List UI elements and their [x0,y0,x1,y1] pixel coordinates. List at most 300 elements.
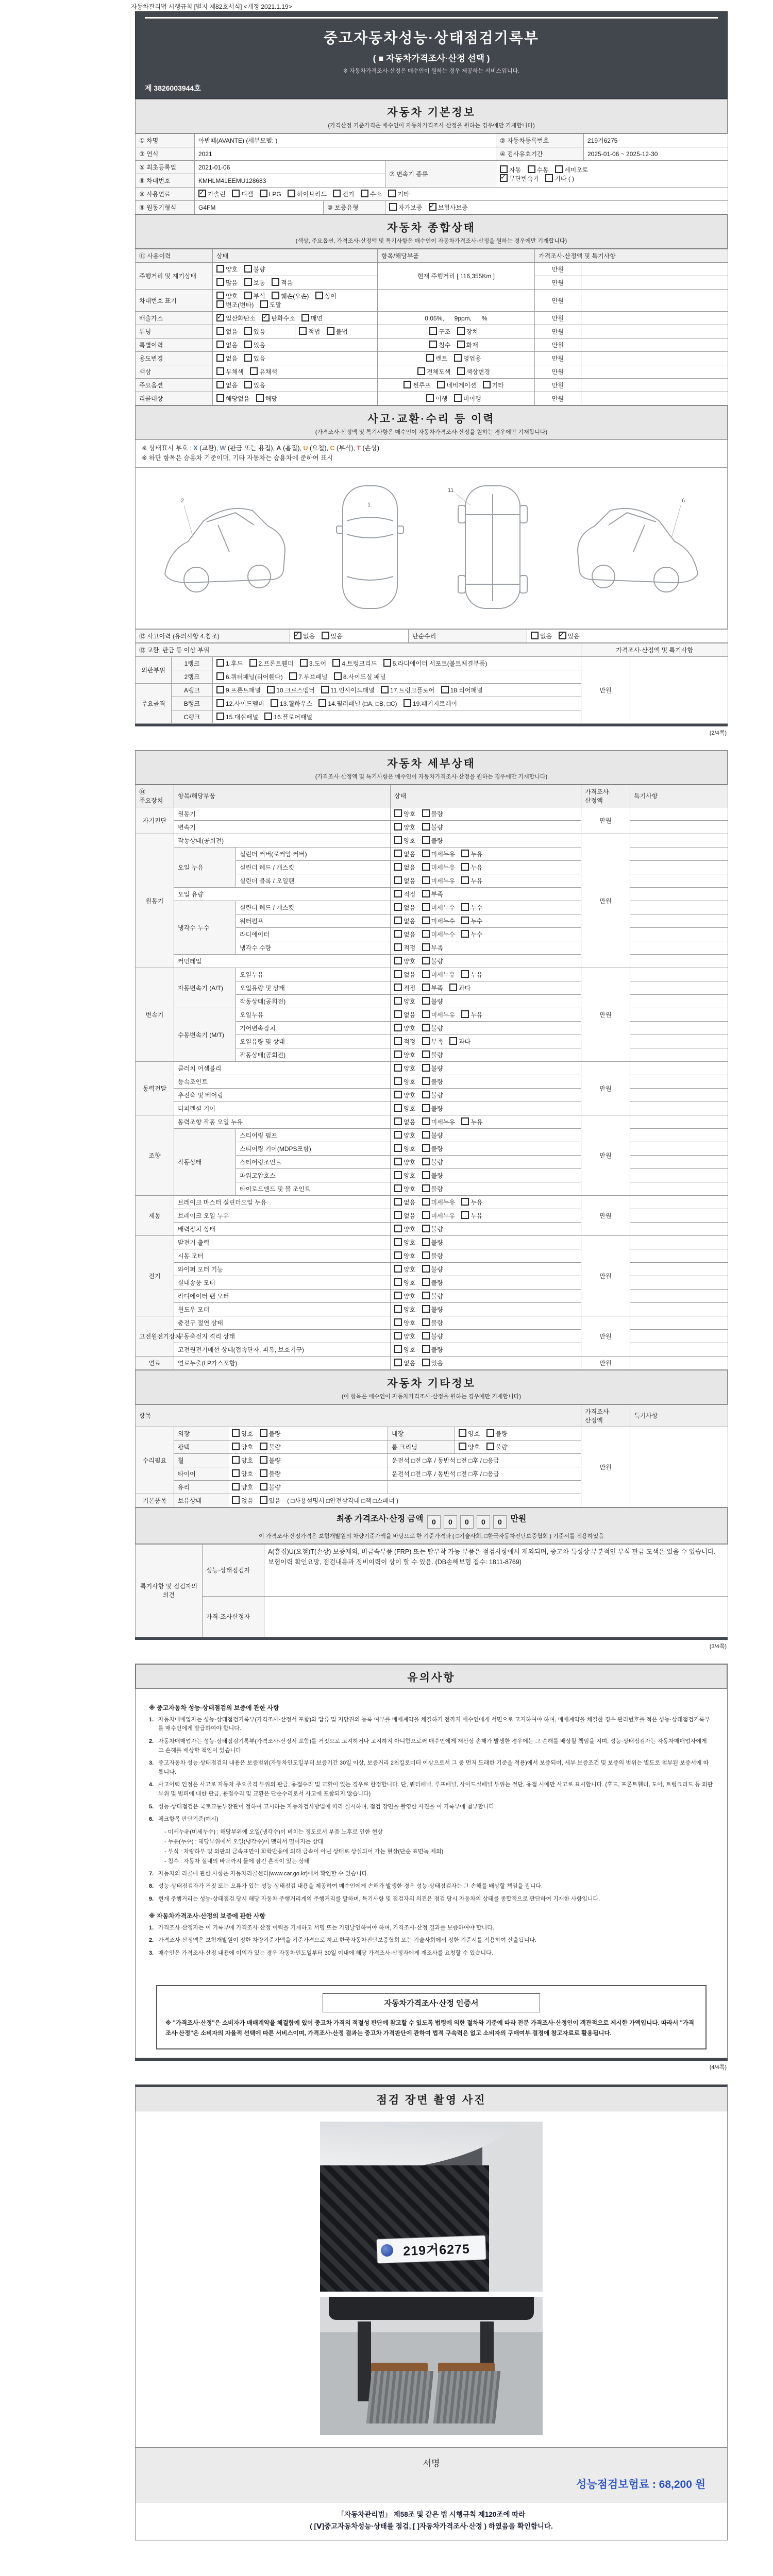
remark-cell [630,847,728,860]
state-options [391,954,581,968]
row-label: 주요옵션 [136,379,213,392]
option-label: 양호 [404,1091,416,1099]
checkbox-option[interactable] [260,300,281,309]
checkbox-option[interactable] [422,1184,443,1193]
unchecked-checkbox-icon [429,341,437,348]
state-options [391,914,581,927]
option-label: 렌트 [435,355,448,362]
checkbox-option[interactable] [461,1211,482,1220]
option-label: 없음 [404,930,416,938]
checkbox-option[interactable] [422,1171,443,1180]
checkbox-option[interactable] [461,903,482,912]
checkbox-option[interactable] [459,1443,480,1451]
unchecked-checkbox-icon [232,1483,240,1490]
checkbox-option[interactable] [216,314,256,323]
model-year-value: 2021 [195,147,496,161]
checkbox-option[interactable] [422,1158,443,1166]
table-row [136,263,728,276]
option-label: 없음 [404,1011,416,1019]
row-label: 용도변경 [136,352,213,365]
checkbox-option[interactable] [422,1117,455,1126]
checkbox-option[interactable] [426,394,447,403]
option-label: 양호 [404,1346,416,1353]
checkbox-option[interactable] [383,659,488,668]
checkbox-option[interactable] [422,1064,443,1073]
checkbox-option[interactable] [394,1332,415,1341]
state-options [213,276,378,290]
checkbox-option[interactable] [216,699,264,708]
option-label: 누유 [470,877,483,885]
state-options [213,365,378,379]
checkbox-option[interactable] [232,1496,253,1505]
checkbox-option[interactable] [394,809,415,818]
checkbox-option[interactable] [394,1117,415,1126]
checkbox-option[interactable] [260,1496,281,1505]
price-cell: 만원 [581,1061,630,1115]
checkbox-option[interactable] [321,686,374,694]
checkbox-option[interactable] [461,863,482,872]
checkbox-option[interactable] [422,1091,443,1099]
table-row [136,1209,728,1222]
option-label: 해당없음 [226,395,250,402]
checkbox-option[interactable] [454,394,481,403]
checkbox-option[interactable] [394,1225,415,1233]
checkbox-option[interactable] [486,1429,508,1438]
checkbox-option[interactable] [429,203,468,212]
checkbox-option[interactable] [216,713,258,721]
checkbox-option[interactable] [394,1050,415,1059]
item-label: 커먼레일 [174,954,391,968]
section-detail-state [135,750,728,785]
checkbox-option[interactable] [301,314,323,323]
option-label: 미세누유 [431,1212,455,1219]
checkbox-option[interactable] [422,1131,443,1140]
checkbox-option[interactable] [327,327,348,336]
checkbox-option[interactable] [422,1104,443,1113]
checkbox-option[interactable] [334,672,386,681]
checkbox-option[interactable] [422,1225,443,1233]
checkbox-option[interactable] [454,354,481,363]
checkbox-option[interactable] [422,809,443,818]
checkbox-option[interactable] [249,659,294,668]
checkbox-option[interactable] [441,686,483,694]
table-row [136,1075,728,1088]
checkbox-option[interactable] [394,1158,415,1166]
sub-group-label: 작동상태 [174,1128,236,1195]
checkbox-option[interactable] [198,190,226,198]
checkbox-option[interactable] [260,1483,281,1492]
notice-item: 8. 성능·상태점검자가 거짓 또는 오류가 있는 성능·상태점검 내용을 제공하여 매수인에게 손해가 발생한 경우 성능·상태점검자는 그 손해를 배상할 책임을 집니다. [149,1883,543,1890]
unchecked-checkbox-icon [422,1345,430,1353]
checkbox-option[interactable] [394,1037,415,1046]
checkbox-option[interactable] [461,1010,482,1019]
checkbox-option[interactable] [216,381,238,389]
checkbox-option[interactable] [322,632,343,640]
option-label: 양호 [404,1105,416,1112]
checkbox-option[interactable] [394,1345,415,1354]
checkbox-option[interactable] [256,394,277,403]
option-label: 16.플로어패널 [274,713,313,721]
page-block-4 [135,2084,728,2540]
row-label: 주행거리 및 계기상태 [136,263,213,290]
rank-label: 2랭크 [172,670,213,683]
checkbox-option[interactable] [422,1265,443,1274]
checkbox-option[interactable] [394,850,415,858]
checkbox-option[interactable] [394,1211,415,1220]
checkbox-option[interactable] [422,850,455,858]
checkbox-option[interactable] [394,1265,415,1274]
checkbox-option[interactable] [315,292,337,300]
section-overall-state [135,214,728,249]
item-label: 라디에이터 [236,927,391,941]
checkbox-option[interactable] [244,292,265,300]
option-label: 미세누수 [431,917,455,925]
checkbox-option[interactable] [394,1238,415,1247]
unchecked-checkbox-icon [260,1483,267,1490]
checkbox-option[interactable] [394,1104,415,1113]
checkbox-option[interactable] [216,394,249,403]
panel-options [213,656,581,670]
diagram-number: 1 [367,501,371,508]
checkbox-option[interactable] [394,1171,415,1180]
checkbox-option[interactable] [216,341,238,349]
checkbox-option[interactable] [244,265,265,274]
checkbox-option[interactable] [422,1077,443,1086]
state-options [391,1128,581,1142]
checkbox-option[interactable] [260,1429,281,1438]
checkbox-option[interactable] [244,354,265,363]
unchecked-checkbox-icon [461,1010,469,1018]
checkbox-option[interactable] [422,1024,443,1032]
table-row [136,1329,728,1343]
checkbox-option[interactable] [216,278,238,287]
checkbox-option[interactable] [216,672,283,681]
price-cert-text: ※ "가격조사·산정"은 소비자가 매매계약을 체결함에 있어 중고차 가격의 적절성 판단에 참고할 수 있도록 법령에 의한 절차와 기준에 따라 전문 가격조사·산정인이 객관적으로 제시한 가액입니다. 따라서 "가격조사·산정"은 소비자의 자율적 선택에 따른 서비스이며, 가격조사·산정 결과는 중고차 가격판단에 관하여 법적 구속력은 없고 소비자의 구매여부 결정에 참고자료로 활용됩니다. [165,2020,695,2037]
checkbox-option[interactable] [394,903,415,912]
price-digit: 0 [427,1515,441,1529]
checkbox-option[interactable] [500,174,539,183]
option-label: 불량 [268,1443,281,1451]
checkbox-option[interactable] [394,943,415,952]
option-label: 양호 [241,1470,254,1478]
checkbox-option[interactable] [437,381,476,389]
checkbox-option[interactable] [394,970,415,979]
checkbox-option[interactable] [216,659,243,668]
state-options [213,392,378,405]
checkbox-option[interactable] [232,1443,253,1451]
page-block-1 [135,99,728,726]
unchecked-checkbox-icon [422,1037,430,1045]
checkbox-option[interactable] [422,1278,443,1287]
table-row [136,1195,728,1209]
option-label: 불량 [431,1185,443,1193]
option-label: 훼손(오손) [281,293,309,300]
checkbox-option[interactable] [267,686,315,694]
checkbox-option[interactable] [333,190,354,198]
checkbox-option[interactable] [422,984,443,992]
checkbox-option[interactable] [300,659,326,668]
option-label: 양호 [404,1225,416,1233]
checkbox-option[interactable] [422,903,455,912]
checkbox-option[interactable] [260,1443,281,1451]
checkbox-option[interactable] [216,292,238,300]
section-photos [135,2084,728,2111]
option-label: 17.트렁크플로어 [390,686,435,694]
state-options [391,1249,581,1262]
checkbox-option[interactable] [244,341,265,349]
checkbox-option[interactable] [422,823,443,832]
option-label: 누유 [470,850,483,858]
checkbox-option[interactable] [299,327,320,336]
option-label: 디젤 [241,191,254,198]
unchecked-checkbox-icon [394,970,402,978]
state-options [391,1008,581,1021]
checkbox-option[interactable] [272,292,309,300]
checkbox-option[interactable] [394,984,415,992]
checkbox-option[interactable] [422,917,455,925]
device-group-label: 연료 [136,1356,174,1369]
photo-wall [482,2122,543,2292]
checkbox-option[interactable] [426,354,447,363]
checkbox-option[interactable] [394,1184,415,1193]
checkbox-option[interactable] [422,1305,443,1314]
checkbox-option[interactable] [461,876,482,885]
checkbox-option[interactable] [461,850,482,858]
checkbox-option[interactable] [381,686,434,694]
checkbox-option[interactable] [422,1144,443,1153]
option-label: 있음 [253,342,265,349]
checkbox-option[interactable] [461,970,482,979]
unchecked-checkbox-icon [394,1238,402,1246]
price-cell: 만원 [581,1356,630,1369]
checkbox-option[interactable] [394,1198,415,1207]
option-label: 수소 [369,191,382,198]
checkbox-option[interactable] [271,699,312,708]
checkbox-option[interactable] [449,1037,470,1046]
checkbox-option[interactable] [404,381,431,389]
checkbox-option[interactable] [260,1456,281,1465]
option-label: 양호 [404,1265,416,1273]
column-header: 가격조사·산정액 [581,785,630,807]
checkbox-option[interactable] [394,1077,415,1086]
checkbox-option[interactable] [216,300,254,309]
checkbox-option[interactable] [394,1292,415,1300]
footer-line-2: ( [Ⅴ]중고자동차성능·상태를 점검, [ ]자동차가격조사·산정 ) 하였음을 확인합니다. [310,2522,553,2531]
checkbox-option[interactable] [394,1131,415,1140]
unchecked-checkbox-icon [422,876,430,884]
section-title: 자동차 세부상태 [387,757,476,770]
checkbox-option[interactable] [531,632,552,640]
checkbox-option[interactable] [244,327,265,336]
checkbox-option[interactable] [483,381,504,389]
option-label: 불량 [431,1252,443,1260]
checkbox-option[interactable] [394,823,415,832]
checkbox-option[interactable] [288,190,327,198]
checkbox-option[interactable] [486,1443,508,1451]
checkbox-option[interactable] [394,930,415,939]
checkbox-option[interactable] [555,165,588,174]
checkbox-option[interactable] [394,957,415,965]
state-options [391,1302,581,1316]
checkbox-option[interactable] [422,836,443,845]
checkbox-option[interactable] [404,699,457,708]
checkbox-option[interactable] [429,341,450,349]
option-label: 누수 [470,917,483,925]
option-label: 과다 [459,1038,471,1045]
checkbox-option[interactable] [394,1144,415,1153]
checkbox-option[interactable] [422,876,455,885]
state-symbol-desc: (손상) [362,445,380,452]
checkbox-option[interactable] [262,314,295,323]
item-label: 등속조인트 [174,1075,391,1088]
checkbox-option[interactable] [422,1238,443,1247]
checkbox-option[interactable] [394,1318,415,1327]
checkbox-option[interactable] [260,190,281,198]
state-options [391,1142,581,1155]
option-label: 불량 [431,957,443,965]
checkbox-option[interactable] [394,1010,415,1019]
inspector-opinion-text [264,1596,728,1637]
state-options [391,1182,581,1195]
checkbox-option[interactable] [422,1251,443,1260]
table-row [136,312,728,325]
checkbox-option[interactable] [449,984,470,992]
checkbox-option[interactable] [216,327,238,336]
checkbox-option[interactable] [422,930,455,939]
section-title: 사고·교환·수리 등 이력 [367,413,495,425]
unchecked-checkbox-icon [422,1198,430,1206]
checkbox-option[interactable] [422,890,443,899]
table-row [136,901,728,914]
unchecked-checkbox-icon [422,997,430,1005]
checkbox-option[interactable] [417,367,450,376]
remark-cell [630,1115,728,1128]
unchecked-checkbox-icon [260,1456,267,1464]
checkbox-option[interactable] [457,341,478,349]
checkbox-option[interactable] [394,863,415,872]
checkbox-option[interactable] [422,1037,443,1046]
checkbox-option[interactable] [394,1024,415,1032]
option-label: 미이행 [463,395,481,402]
checkbox-option[interactable] [459,1429,480,1438]
checkbox-option[interactable] [216,354,238,363]
checkbox-option[interactable] [528,165,549,174]
checkbox-option[interactable] [422,1050,443,1059]
checkbox-option[interactable] [294,632,315,640]
checkbox-option[interactable] [422,1010,455,1019]
checkbox-option[interactable] [361,190,382,198]
checkbox-option[interactable] [394,1064,415,1073]
checkbox-option[interactable] [332,659,377,668]
checkbox-option[interactable] [422,1211,455,1220]
checkbox-option[interactable] [461,1117,482,1126]
checkbox-option[interactable] [389,203,422,212]
checkbox-option[interactable] [244,278,265,287]
checkbox-option[interactable] [232,1456,253,1465]
checkbox-option[interactable] [388,190,409,198]
checkbox-option[interactable] [318,699,397,708]
checkbox-option[interactable] [232,190,253,198]
checkbox-option[interactable] [244,381,265,389]
unchecked-checkbox-icon [457,367,465,375]
checkbox-option[interactable] [457,327,478,336]
checkbox-option[interactable] [232,1469,253,1478]
footer-line-1: 「자동차관리법」 제58조 및 같은 법 시행규칙 제120조에 따라 [337,2510,526,2518]
checkbox-option[interactable] [394,876,415,885]
checkbox-option[interactable] [394,1251,415,1260]
column-header: 항목/해당부품 [378,249,535,263]
option-label: 양호 [241,1443,254,1451]
checkbox-option[interactable] [422,1198,455,1207]
checkbox-option[interactable] [545,174,574,183]
option-label: 15.대쉬패널 [226,713,259,721]
checkbox-option[interactable] [394,1091,415,1099]
checkbox-option[interactable] [232,1483,253,1492]
checkbox-option[interactable] [422,1318,443,1327]
checkbox-option[interactable] [422,863,455,872]
checkbox-option[interactable] [394,917,415,925]
unchecked-checkbox-icon [333,190,341,197]
plate-emblem [381,2244,394,2257]
checkbox-option[interactable] [216,265,238,274]
option-label: 양호 [404,957,416,965]
unchecked-checkbox-icon [394,1131,402,1139]
price-cell: 만원 [535,263,581,276]
checkbox-option[interactable] [422,1359,443,1367]
checkbox-option[interactable] [260,1469,281,1478]
price-cell: 만원 [535,276,581,290]
option-label: 있음 [567,632,580,640]
checkbox-option[interactable] [422,997,443,1006]
checkbox-option[interactable] [559,632,580,640]
column-header: 상태 [213,249,378,263]
checkbox-option[interactable] [394,997,415,1006]
unchecked-checkbox-icon [315,292,323,299]
unchecked-checkbox-icon [394,1278,402,1286]
checkbox-option[interactable] [422,943,443,952]
checkbox-option[interactable] [429,327,450,336]
checkbox-option[interactable] [272,278,293,287]
checkbox-option[interactable] [394,890,415,899]
checkbox-option[interactable] [216,686,261,694]
checkbox-option[interactable] [250,367,277,376]
checkbox-option[interactable] [394,1359,415,1367]
checkbox-option[interactable] [422,957,443,965]
checkbox-option[interactable] [422,1332,443,1341]
option-label: 과다 [459,984,471,992]
checkbox-option[interactable] [457,367,490,376]
checkbox-option[interactable] [289,672,327,681]
checkbox-option[interactable] [461,930,482,939]
checkbox-option[interactable] [264,713,312,721]
option-label: 네비게이션 [446,382,477,389]
checkbox-option[interactable] [394,1305,415,1314]
option-label: 미세누유 [431,877,455,885]
checkbox-option[interactable] [422,970,455,979]
checkbox-option[interactable] [422,1292,443,1300]
checkbox-option[interactable] [394,1278,415,1287]
section-note: (가격조사·산정액 및 특기사항은 매수인이 자동차가격조사·산정을 원하는 경우에만 기재합니다) [315,773,548,780]
checkbox-option[interactable] [216,367,244,376]
option-label: 침수 [439,342,451,349]
unchecked-checkbox-icon [404,699,411,707]
item-label: 워터펌프 [236,914,391,927]
checkbox-option[interactable] [422,1345,443,1354]
checkbox-option[interactable] [394,836,415,845]
checkbox-option[interactable] [461,917,482,925]
checkbox-option[interactable] [232,1429,253,1438]
checkbox-option[interactable] [461,1198,482,1207]
